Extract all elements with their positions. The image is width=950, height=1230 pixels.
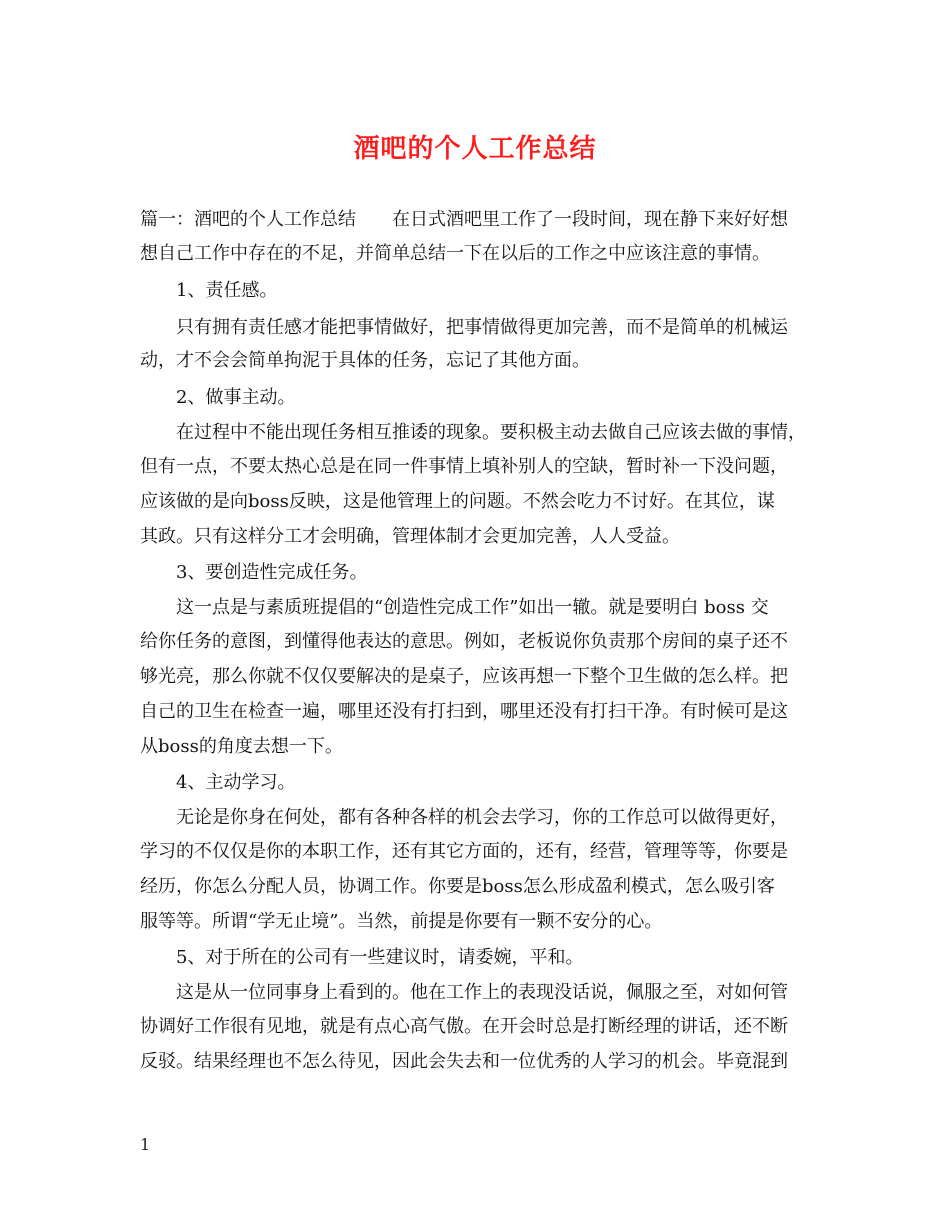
- paragraph-line-16: 从boss的角度去想一下。: [140, 736, 343, 757]
- section-heading-responsibility: 1、责任感。: [176, 280, 278, 301]
- paragraph-line-24: 协调好工作很有见地，就是有点心高气傲。在开会时总是打断经理的讲话，还不断: [140, 1016, 788, 1037]
- paragraph-line-14: 够光亮，那么你就不仅仅要解决的是桌子，应该再想一下整个卫生做的怎么样。把: [140, 666, 788, 687]
- paragraph-line-15: 自己的卫生在检查一遍，哪里还没有打扫到，哪里还没有打扫干净。有时候可是这: [140, 701, 788, 722]
- section-heading-suggestions: 5、对于所在的公司有一些建议时，请委婉，平和。: [176, 947, 584, 968]
- section-heading-creativity: 3、要创造性完成任务。: [176, 562, 368, 583]
- paragraph-line-21: 服等等。所谓“学无止境”。当然，前提是你要有一颗不安分的心。: [140, 911, 663, 932]
- paragraph-line-20: 经历，你怎么分配人员，协调工作。你要是boss怎么形成盈利模式，怎么吸引客: [140, 876, 775, 897]
- paragraph-line-19: 学习的不仅仅是你的本职工作，还有其它方面的，还有，经营，管理等等，你要是: [140, 841, 788, 862]
- paragraph-line-13: 给你任务的意图，到懂得他表达的意思。例如，老板说你负责那个房间的桌子还不: [140, 631, 788, 652]
- section-heading-learning: 4、主动学习。: [176, 772, 296, 793]
- paragraph-line-7: 在过程中不能出现任务相互推诿的现象。要积极主动去做自己应该去做的事情，: [176, 422, 806, 443]
- document-title: 酒吧的个人工作总结: [353, 134, 597, 164]
- paragraph-line-10: 其政。只有这样分工才会明确，管理体制才会更加完善，人人受益。: [140, 526, 680, 547]
- paragraph-line-25: 反驳。结果经理也不怎么待见，因此会失去和一位优秀的人学习的机会。毕竟混到: [140, 1051, 788, 1072]
- paragraph-line-18: 无论是你身在何处，都有各种各样的机会去学习，你的工作总可以做得更好，: [176, 807, 788, 828]
- page-number: 1: [140, 1135, 151, 1154]
- paragraph-line-8: 但有一点，不要太热心总是在同一件事情上填补别人的空缺，暂时补一下没问题，: [140, 456, 788, 477]
- paragraph-line-12: 这一点是与素质班提倡的“创造性完成工作”如出一辙。就是要明白 boss 交: [176, 597, 769, 618]
- paragraph-line-9: 应该做的是向boss反映，这是他管理上的问题。不然会吃力不讨好。在其位，谋: [140, 491, 775, 512]
- section-heading-initiative: 2、做事主动。: [176, 387, 296, 408]
- paragraph-line-5: 动，才不会会简单拘泥于具体的任务，忘记了其他方面。: [140, 350, 590, 371]
- paragraph-line-4: 只有拥有责任感才能把事情做好，把事情做得更加完善，而不是简单的机械运: [176, 317, 788, 338]
- paragraph-line-1: 篇一：酒吧的个人工作总结 在日式酒吧里工作了一段时间，现在静下来好好想: [140, 209, 788, 230]
- paragraph-line-23: 这是从一位同事身上看到的。他在工作上的表现没话说，佩服之至，对如何管: [176, 982, 788, 1003]
- paragraph-line-2: 想自己工作中存在的不足，并简单总结一下在以后的工作之中应该注意的事情。: [140, 243, 770, 264]
